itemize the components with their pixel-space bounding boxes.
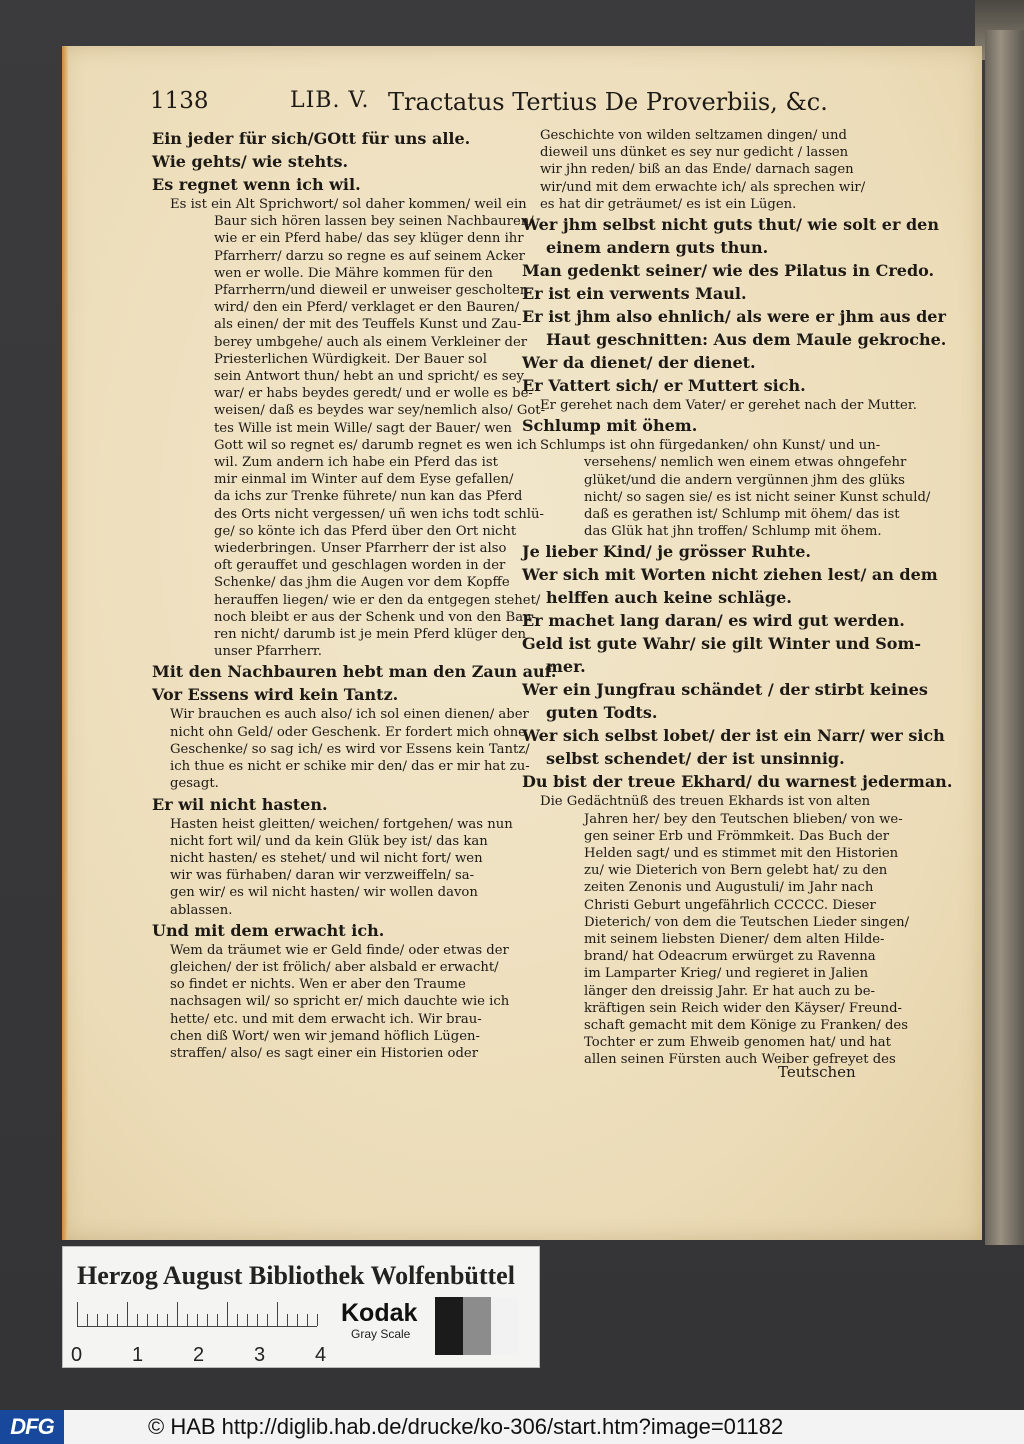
ruler-tick bbox=[87, 1314, 88, 1326]
commentary-line: weisen/ daß es beydes war sey/nemlich also/ Got- bbox=[214, 403, 546, 419]
commentary-line: nicht hasten/ es stehet/ und wil nicht fort/ wen bbox=[170, 850, 483, 866]
swatch-white bbox=[491, 1297, 519, 1355]
commentary-line: des Orts nicht vergessen/ uñ wen ichs todt schlü- bbox=[214, 506, 544, 522]
proverb-line: Du bist der treue Ekhard/ du warnest jederman. bbox=[522, 772, 953, 792]
commentary-line: nachsagen wil/ so spricht er/ mich dauchte wie ich bbox=[170, 994, 510, 1010]
dfg-logo[interactable]: DFG bbox=[0, 1410, 64, 1444]
proverb-line: Geld ist gute Wahr/ sie gilt Winter und Som- bbox=[522, 634, 922, 654]
catchword: Teutschen bbox=[778, 1063, 856, 1081]
commentary-line: wen er wolle. Die Mähre kommen für den bbox=[214, 265, 493, 281]
swatch-black bbox=[435, 1297, 463, 1355]
commentary-line: brand/ hat Odeacrum erwürget zu Ravenna bbox=[584, 949, 876, 965]
archive-label bbox=[62, 1246, 540, 1368]
commentary-line: wiederbringen. Unser Pfarrherr der ist also bbox=[214, 541, 507, 557]
commentary-line: wie er ein Pferd habe/ das sey klüger denn ihr bbox=[214, 231, 524, 247]
proverb-line: Wer ein Jungfrau schändet / der stirbt keines bbox=[522, 680, 928, 700]
scale-numbers bbox=[71, 1344, 331, 1366]
copyright-url[interactable]: © HAB http://diglib.hab.de/drucke/ko-306/start.htm?image=01182 bbox=[148, 1414, 784, 1439]
ruler-tick bbox=[297, 1314, 298, 1326]
scale-ruler bbox=[77, 1302, 317, 1327]
commentary-line: nicht ohn Geld/ oder Geschenk. Er fordert mich ohne bbox=[170, 724, 526, 740]
ruler-tick bbox=[247, 1314, 248, 1326]
ruler-tick bbox=[77, 1302, 78, 1326]
commentary-line: Hasten heist gleitten/ weichen/ fortgehen/ was nun bbox=[170, 816, 513, 832]
commentary-line: zu/ wie Dieterich von Bern gelebt hat/ zu den bbox=[584, 863, 888, 879]
commentary-line: es hat dir geträumet/ es ist ein Lügen. bbox=[540, 196, 797, 212]
right-column bbox=[522, 127, 953, 1069]
commentary-line: Schlumps ist ohn fürgedanken/ ohn Kunst/ und un- bbox=[540, 438, 881, 454]
library-name: Herzog August Bibliothek Wolfenbüttel bbox=[77, 1261, 515, 1290]
proverb-line: Wer jhm selbst nicht guts thut/ wie solt er den bbox=[522, 215, 939, 235]
commentary-line: hette/ etc. und mit dem erwacht ich. Wir brau- bbox=[170, 1011, 482, 1027]
ruler-tick bbox=[217, 1314, 218, 1326]
commentary-line: Baur sich hören lassen bey seinen Nachbauren/ bbox=[214, 214, 534, 230]
proverb-line: Mit den Nachbauren hebt man den Zaun auf. bbox=[152, 662, 557, 682]
commentary-line: zeiten Zenonis und Augustuli/ im Jahr nach bbox=[584, 880, 874, 896]
proverb-line: selbst schendet/ der ist unsinnig. bbox=[546, 749, 845, 769]
proverb-line: Vor Essens wird kein Tantz. bbox=[152, 685, 399, 705]
commentary-line: wird/ den ein Pferd/ verklaget er den Bauren/ bbox=[214, 300, 520, 316]
ruler-tick bbox=[307, 1314, 308, 1326]
commentary-line: ge/ so könte ich das Pferd über den Ort nicht bbox=[214, 523, 517, 539]
proverb-line: Er wil nicht hasten. bbox=[152, 794, 328, 814]
ruler-tick bbox=[277, 1302, 278, 1326]
proverb-line: Es regnet wenn ich wil. bbox=[152, 175, 361, 194]
scale-number: 4 bbox=[315, 1344, 327, 1366]
commentary-line: Geschenke/ so sag ich/ es wird vor Essens kein Tantz/ bbox=[170, 741, 530, 757]
proverb-line: Haut geschnitten: Aus dem Maule gekroche. bbox=[546, 330, 947, 350]
commentary-line: nicht fort wil/ und da kein Glük bey ist/ das kan bbox=[170, 833, 488, 849]
ruler-tick bbox=[187, 1314, 188, 1326]
book-number: LIB. V. bbox=[290, 88, 370, 113]
proverb-line: Je lieber Kind/ je grösser Ruhte. bbox=[522, 542, 811, 562]
commentary-line: chen diß Wort/ wen wir jemand höflich Lügen- bbox=[170, 1028, 480, 1044]
commentary-line: tes Wille ist mein Wille/ sagt der Bauer/ wen bbox=[214, 420, 512, 436]
commentary-line: ich thue es nicht er schike mir den/ das er mir hat zu- bbox=[170, 759, 530, 775]
running-head bbox=[150, 84, 910, 120]
commentary-line: wir was fürhaben/ daran wir verzweiffeln/ sa- bbox=[170, 868, 475, 884]
commentary-line: allen seinen Fürsten auch Weiber gefreyet des bbox=[584, 1052, 896, 1068]
commentary-line: Helden sagt/ und es stimmet mit den Historien bbox=[584, 846, 899, 862]
commentary-line: wir/und mit dem erwachte ich/ als sprechen wir/ bbox=[540, 179, 866, 195]
commentary-line: berey umbgehe/ auch als einem Verkleiner der bbox=[214, 334, 528, 350]
commentary-line: kräftigen sein Reich wider den Käyser/ Freund- bbox=[584, 1000, 902, 1016]
ruler-tick bbox=[137, 1314, 138, 1326]
commentary-line: Gott wil so regnet es/ darumb regnet es wen ich bbox=[214, 437, 537, 453]
ruler-tick bbox=[227, 1302, 228, 1326]
swatch-gray bbox=[463, 1297, 491, 1355]
commentary-line: das Glük hat jhn troffen/ Schlump mit öhem. bbox=[584, 524, 882, 540]
commentary-line: als einen/ der mit des Teuffels Kunst und Zau- bbox=[214, 317, 522, 333]
proverb-line: Man gedenkt seiner/ wie des Pilatus in Credo. bbox=[522, 261, 935, 281]
ruler-tick bbox=[237, 1314, 238, 1326]
commentary-line: wil. Zum andern ich habe ein Pferd das ist bbox=[214, 455, 498, 471]
ruler-tick bbox=[127, 1302, 128, 1326]
commentary-line: glüket/und die andern vergünnen jhm des glüks bbox=[584, 472, 905, 488]
proverb-line: Wer sich selbst lobet/ der ist ein Narr/ wer sich bbox=[522, 726, 945, 746]
commentary-line: gleichen/ der ist frölich/ aber alsbald er erwacht/ bbox=[170, 959, 499, 975]
commentary-line: Jahren her/ bey den Teutschen blieben/ von we- bbox=[584, 811, 903, 827]
proverb-line: Er Vattert sich/ er Muttert sich. bbox=[522, 376, 806, 396]
commentary-line: so findet er nichts. Wen er aber den Traume bbox=[170, 977, 466, 993]
next-page-edge bbox=[985, 30, 1024, 1245]
commentary-line: mit seinem liebsten Diener/ dem alten Hilde- bbox=[584, 932, 885, 948]
footer-bar bbox=[0, 1410, 1024, 1444]
scale-number: 3 bbox=[254, 1344, 266, 1366]
proverb-line: Schlump mit öhem. bbox=[522, 416, 698, 436]
ruler-tick bbox=[267, 1314, 268, 1326]
proverb-line: Er machet lang daran/ es wird gut werden. bbox=[522, 611, 905, 631]
ruler-tick bbox=[317, 1314, 318, 1326]
commentary-line: Es ist ein Alt Sprichwort/ sol daher kommen/ weil ein bbox=[170, 197, 527, 212]
proverb-line: Wer da dienet/ der dienet. bbox=[522, 353, 756, 373]
proverb-line: Ein jeder für sich/GOtt für uns alle. bbox=[152, 129, 471, 148]
ruler-tick bbox=[197, 1314, 198, 1326]
ruler-tick bbox=[117, 1314, 118, 1326]
commentary-line: da ichs zur Trenke führete/ nun kan das Pferd bbox=[214, 489, 523, 505]
commentary-line: war/ er habs beydes geredt/ und er wolle es be- bbox=[214, 386, 533, 402]
commentary-line: Schenke/ das jhm die Augen vor dem Kopffe bbox=[214, 575, 510, 591]
commentary-line: nicht/ so sagen sie/ es ist nicht seiner Kunst schuld/ bbox=[584, 489, 931, 505]
ruler-tick bbox=[97, 1314, 98, 1326]
scale-number: 1 bbox=[132, 1344, 144, 1366]
ruler-tick bbox=[147, 1314, 148, 1326]
commentary-line: daß es gerathen ist/ Schlump mit öhem/ das ist bbox=[584, 507, 900, 523]
proverb-line: helffen auch keine schläge. bbox=[546, 588, 792, 608]
proverb-line: mer. bbox=[546, 657, 586, 677]
ruler-tick bbox=[177, 1302, 178, 1326]
commentary-line: dieweil uns dünket es sey nur gedicht / lassen bbox=[540, 145, 849, 161]
commentary-line: ablassen. bbox=[170, 902, 233, 918]
commentary-line: gen seiner Erb und Frömmkeit. Das Buch der bbox=[584, 828, 889, 844]
gray-scale-caption: Gray Scale bbox=[351, 1327, 411, 1341]
page-spine bbox=[62, 46, 68, 1240]
left-column bbox=[152, 127, 557, 1062]
commentary-line: Wem da träumet wie er Geld finde/ oder etwas der bbox=[170, 942, 509, 958]
kodak-brand: Kodak bbox=[341, 1299, 418, 1327]
scale-number: 0 bbox=[71, 1344, 83, 1366]
page-number: 1138 bbox=[150, 88, 209, 114]
commentary-line: sein Antwort thun/ hebt an und spricht/ es sey bbox=[214, 369, 524, 385]
scale-number: 2 bbox=[193, 1344, 205, 1366]
ruler-tick bbox=[257, 1314, 258, 1326]
ruler-tick bbox=[167, 1314, 168, 1326]
commentary-line: Priesterlichen Würdigkeit. Der Bauer sol bbox=[214, 351, 487, 367]
commentary-line: im Lamparter Krieg/ und regieret in Jalien bbox=[584, 966, 869, 982]
commentary-line: herauffen liegen/ wie er den da entgegen stehet/ bbox=[214, 592, 541, 608]
ruler-tick bbox=[157, 1314, 158, 1326]
commentary-line: Wir brauchen es auch also/ ich sol einen dienen/ aber bbox=[170, 707, 529, 723]
commentary-line: noch bleibt er aus der Schenk und von den Bau- bbox=[214, 609, 536, 625]
commentary-line: länger den dreissig Jahr. Er hat auch zu be- bbox=[584, 983, 876, 999]
page-title: Tractatus Tertius De Proverbiis, &c. bbox=[388, 88, 828, 116]
commentary-line: Er gerehet nach dem Vater/ er gerehet nach der Mutter. bbox=[540, 398, 917, 414]
proverb-line: Wer sich mit Worten nicht ziehen lest/ an dem bbox=[522, 565, 938, 585]
commentary-line: ren nicht/ darumb ist je mein Pferd klüger den bbox=[214, 627, 527, 643]
commentary-line: mir einmal im Winter auf dem Eyse gefallen/ bbox=[214, 472, 514, 488]
proverb-line: guten Todts. bbox=[546, 703, 658, 723]
commentary-line: Pfarrherrn/und dieweil er unweiser gescholten bbox=[214, 283, 529, 299]
ruler-tick bbox=[107, 1314, 108, 1326]
proverb-line: Wie gehts/ wie stehts. bbox=[152, 152, 349, 171]
commentary-line: gesagt. bbox=[170, 776, 219, 792]
commentary-line: Pfarrherr/ darzu so regne es auf seinem Acker bbox=[214, 248, 525, 264]
commentary-line: versehens/ nemlich wen einem etwas ohngefehr bbox=[584, 455, 907, 471]
commentary-line: oft gerauffet und geschlagen worden in der bbox=[214, 558, 506, 574]
proverb-line: Er ist ein verwents Maul. bbox=[522, 284, 747, 304]
commentary-line: Christi Geburt ungefährlich CCCCC. Dieser bbox=[584, 897, 876, 913]
commentary-line: schaft gemacht mit dem Könige zu Franken/ des bbox=[584, 1018, 908, 1034]
proverb-line: einem andern guts thun. bbox=[546, 238, 769, 258]
commentary-line: Geschichte von wilden seltzamen dingen/ und bbox=[540, 128, 847, 143]
commentary-line: gen wir/ es wil nicht hasten/ wir wollen davon bbox=[170, 885, 478, 901]
proverb-line: Und mit dem erwacht ich. bbox=[152, 920, 385, 940]
ruler-tick bbox=[287, 1314, 288, 1326]
commentary-line: Dieterich/ von dem die Teutschen Lieder singen/ bbox=[584, 914, 910, 930]
proverb-line: Er ist jhm also ehnlich/ als were er jhm aus der bbox=[522, 307, 946, 327]
commentary-line: Die Gedächtnüß des treuen Ekhards ist von alten bbox=[540, 794, 871, 810]
commentary-line: wir jhn reden/ biß an das Ende/ darnach sagen bbox=[540, 162, 854, 178]
commentary-line: Tochter er zum Ehweib genomen hat/ und hat bbox=[584, 1035, 891, 1051]
commentary-line: unser Pfarrherr. bbox=[214, 644, 322, 660]
ruler-tick bbox=[207, 1314, 208, 1326]
commentary-line: straffen/ also/ es sagt einer ein Historien oder bbox=[170, 1045, 479, 1061]
